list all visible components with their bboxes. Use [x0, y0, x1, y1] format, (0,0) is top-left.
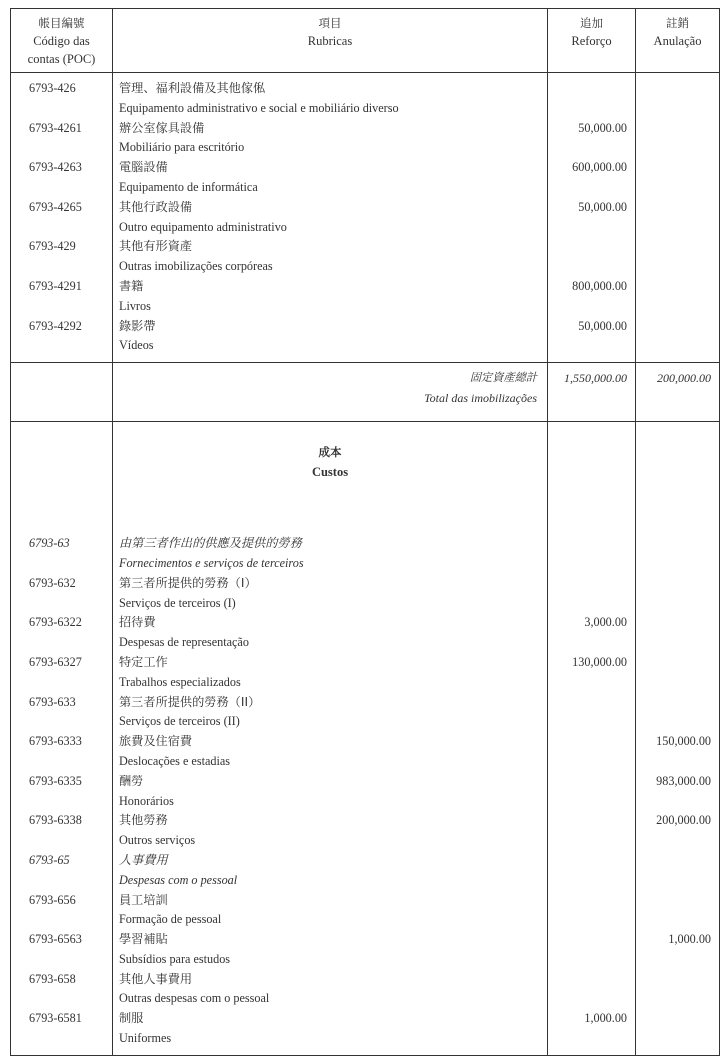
- rubric: 員工培訓: [113, 891, 548, 911]
- header-account-code-pt-line1: Código das: [33, 34, 90, 48]
- table-row: [11, 297, 720, 317]
- reforco-value: [548, 1029, 636, 1049]
- rubric: 書籍: [113, 277, 548, 297]
- table-row: [11, 752, 720, 772]
- rubric: Outros serviços: [113, 831, 548, 851]
- reforco-value: 1,000.00: [548, 1009, 636, 1029]
- account-code: 6793-4291: [11, 277, 113, 297]
- anulacao-value: [636, 158, 720, 178]
- rubric: Vídeos: [113, 336, 548, 356]
- anulacao-value: [636, 277, 720, 297]
- rubric: Mobiliário para escritório: [113, 138, 548, 158]
- anulacao-value: [636, 693, 720, 713]
- rubric: Serviços de terceiros (II): [113, 712, 548, 732]
- section-costs-title: [11, 422, 720, 535]
- reforco-value: [548, 554, 636, 574]
- reforco-value: 600,000.00: [548, 158, 636, 178]
- rubric: 招待費: [113, 613, 548, 633]
- total-label: [113, 363, 548, 422]
- anulacao-value: [636, 831, 720, 851]
- table-row: [11, 257, 720, 277]
- table-row: [11, 1009, 720, 1029]
- total-label-cn: 固定資產總計: [469, 371, 537, 385]
- anulacao-value: 983,000.00: [636, 772, 720, 792]
- account-code: [11, 871, 113, 891]
- table-row: [11, 792, 720, 812]
- anulacao-value: [636, 99, 720, 119]
- table-row: [11, 336, 720, 356]
- table-row: [11, 277, 720, 297]
- anulacao-value: [636, 534, 720, 554]
- table-row: [11, 653, 720, 673]
- reforco-value: [548, 257, 636, 277]
- account-code: 6793-4261: [11, 119, 113, 139]
- reforco-value: [548, 693, 636, 713]
- reforco-value: [548, 534, 636, 554]
- reforco-value: [548, 792, 636, 812]
- table-row: [11, 554, 720, 574]
- rubric: 其他勞務: [113, 811, 548, 831]
- anulacao-value: [636, 613, 720, 633]
- header-account-code: [11, 9, 113, 73]
- table-row: [11, 99, 720, 119]
- reforco-value: [548, 930, 636, 950]
- account-code: 6793-429: [11, 237, 113, 257]
- anulacao-value: [636, 138, 720, 158]
- table-row: [11, 673, 720, 693]
- reforco-value: [548, 574, 636, 594]
- table-row: [11, 534, 720, 554]
- table-row: [11, 772, 720, 792]
- rubric: 學習補貼: [113, 930, 548, 950]
- reforco-value: [548, 811, 636, 831]
- header-anulacao: [636, 9, 720, 73]
- anulacao-value: [636, 633, 720, 653]
- rubric: Fornecimentos e serviços de terceiros: [113, 554, 548, 574]
- rubric: Formação de pessoal: [113, 910, 548, 930]
- reforco-value: [548, 218, 636, 238]
- table-row: [11, 158, 720, 178]
- account-code: [11, 712, 113, 732]
- reforco-value: 50,000.00: [548, 317, 636, 337]
- anulacao-value: [636, 752, 720, 772]
- anulacao-value: [636, 910, 720, 930]
- reforco-value: [548, 910, 636, 930]
- rubric: 第三者所提供的勞務（II）: [113, 693, 548, 713]
- rubric: 管理、福利設備及其他傢俬: [113, 79, 548, 99]
- account-code: 6793-6581: [11, 1009, 113, 1029]
- account-code: 6793-4265: [11, 198, 113, 218]
- anulacao-value: [636, 970, 720, 990]
- total-section: [11, 356, 720, 422]
- rubric: 其他人事費用: [113, 970, 548, 990]
- total-reforco: 1,550,000.00: [548, 363, 636, 422]
- table-row: [11, 811, 720, 831]
- account-code: [11, 1029, 113, 1049]
- table-row: [11, 732, 720, 752]
- reforco-value: [548, 178, 636, 198]
- anulacao-value: [636, 871, 720, 891]
- anulacao-value: [636, 79, 720, 99]
- rubric: 錄影帶: [113, 317, 548, 337]
- table-row: [11, 218, 720, 238]
- account-code: 6793-632: [11, 574, 113, 594]
- anulacao-value: [636, 851, 720, 871]
- rubric: 其他有形資產: [113, 237, 548, 257]
- rubric: 酬勞: [113, 772, 548, 792]
- account-code: 6793-658: [11, 970, 113, 990]
- table-row: [11, 1029, 720, 1049]
- account-code: 6793-4263: [11, 158, 113, 178]
- account-code: [11, 218, 113, 238]
- reforco-value: 50,000.00: [548, 119, 636, 139]
- anulacao-value: [636, 574, 720, 594]
- section-title-pt: Custos: [311, 465, 349, 480]
- rubric: Outras imobilizações corpóreas: [113, 257, 548, 277]
- total-label-pt: Total das imobilizações: [424, 391, 537, 406]
- reforco-value: 130,000.00: [548, 653, 636, 673]
- table-row: [11, 198, 720, 218]
- reforco-value: [548, 594, 636, 614]
- header-reforco-cn: 追加: [580, 16, 603, 30]
- reforco-value: [548, 633, 636, 653]
- anulacao-value: [636, 198, 720, 218]
- anulacao-value: 1,000.00: [636, 930, 720, 950]
- rubric: Despesas de representação: [113, 633, 548, 653]
- rubric: Equipamento administrativo e social e mobiliário diverso: [113, 99, 548, 119]
- account-code: [11, 554, 113, 574]
- rubric: Despesas com o pessoal: [113, 871, 548, 891]
- account-code: 6793-6333: [11, 732, 113, 752]
- account-code: [11, 792, 113, 812]
- rubric: 制服: [113, 1009, 548, 1029]
- anulacao-value: [636, 317, 720, 337]
- table-row: [11, 317, 720, 337]
- anulacao-value: [636, 1029, 720, 1049]
- anulacao-value: [636, 792, 720, 812]
- account-code: 6793-63: [11, 534, 113, 554]
- reforco-value: [548, 673, 636, 693]
- table-row: [11, 910, 720, 930]
- reforco-value: [548, 336, 636, 356]
- reforco-value: [548, 950, 636, 970]
- total-code-cell: [11, 363, 113, 422]
- reforco-value: [548, 831, 636, 851]
- table-row: [11, 574, 720, 594]
- rubric: Outro equipamento administrativo: [113, 218, 548, 238]
- anulacao-value: [636, 119, 720, 139]
- reforco-value: [548, 712, 636, 732]
- rubric: 電腦設備: [113, 158, 548, 178]
- account-code: [11, 297, 113, 317]
- budget-table: [10, 8, 720, 1056]
- account-code: [11, 178, 113, 198]
- table-row: [11, 178, 720, 198]
- total-row: [11, 363, 720, 422]
- anulacao-value: [636, 712, 720, 732]
- anulacao-value: [636, 673, 720, 693]
- rubric: Outras despesas com o pessoal: [113, 989, 548, 1009]
- account-code: 6793-426: [11, 79, 113, 99]
- table-row: [11, 970, 720, 990]
- table-row: [11, 633, 720, 653]
- table-row: [11, 712, 720, 732]
- table-row: [11, 79, 720, 99]
- table-row: [11, 693, 720, 713]
- table-row: [11, 871, 720, 891]
- reforco-value: [548, 732, 636, 752]
- account-code: 6793-6335: [11, 772, 113, 792]
- account-code: 6793-656: [11, 891, 113, 911]
- anulacao-value: [636, 178, 720, 198]
- account-code: 6793-4292: [11, 317, 113, 337]
- rubric: 旅費及住宿費: [113, 732, 548, 752]
- rubric: 辦公室傢具設備: [113, 119, 548, 139]
- header-account-code-pt-line2: contas (POC): [27, 52, 96, 66]
- account-code: 6793-6338: [11, 811, 113, 831]
- anulacao-value: 200,000.00: [636, 811, 720, 831]
- rubric: 人事費用: [113, 851, 548, 871]
- reforco-value: [548, 851, 636, 871]
- header-reforco-pt: Reforço: [571, 34, 612, 48]
- table-row: [11, 950, 720, 970]
- anulacao-value: [636, 257, 720, 277]
- account-code: [11, 673, 113, 693]
- table-row: [11, 851, 720, 871]
- account-code: [11, 910, 113, 930]
- anulacao-value: [636, 336, 720, 356]
- reforco-value: [548, 772, 636, 792]
- rubric: Subsídios para estudos: [113, 950, 548, 970]
- anulacao-value: [636, 653, 720, 673]
- table-row: [11, 613, 720, 633]
- anulacao-value: [636, 989, 720, 1009]
- anulacao-value: [636, 297, 720, 317]
- rubric: Equipamento de informática: [113, 178, 548, 198]
- table-row: [11, 237, 720, 257]
- header-anulacao-pt: Anulação: [653, 34, 702, 48]
- rubric: Serviços de terceiros (I): [113, 594, 548, 614]
- account-code: 6793-6563: [11, 930, 113, 950]
- reforco-value: [548, 752, 636, 772]
- account-code: [11, 831, 113, 851]
- total-anulacao: 200,000.00: [636, 363, 720, 422]
- header-rubric-pt: Rubricas: [307, 34, 353, 48]
- table-row: [11, 119, 720, 139]
- account-code: 6793-633: [11, 693, 113, 713]
- table-row: [11, 930, 720, 950]
- rubric: 其他行政設備: [113, 198, 548, 218]
- account-code: [11, 950, 113, 970]
- reforco-value: [548, 79, 636, 99]
- reforco-value: 800,000.00: [548, 277, 636, 297]
- rubric: Deslocações e estadias: [113, 752, 548, 772]
- header-reforco: [548, 9, 636, 73]
- anulacao-value: [636, 237, 720, 257]
- rubric: 特定工作: [113, 653, 548, 673]
- table-row: [11, 891, 720, 911]
- account-code: [11, 138, 113, 158]
- reforco-value: [548, 138, 636, 158]
- account-code: [11, 99, 113, 119]
- reforco-value: 3,000.00: [548, 613, 636, 633]
- header-rubric: [113, 9, 548, 73]
- anulacao-value: [636, 218, 720, 238]
- table-row: [11, 594, 720, 614]
- rubric: Honorários: [113, 792, 548, 812]
- rubric: Trabalhos especializados: [113, 673, 548, 693]
- account-code: [11, 336, 113, 356]
- header-account-code-cn: 帳目編號: [38, 16, 85, 30]
- section-title-cn: 成本: [318, 445, 342, 460]
- account-code: [11, 633, 113, 653]
- rubric: 第三者所提供的勞務（I）: [113, 574, 548, 594]
- header-rubric-cn: 項目: [318, 16, 342, 30]
- rubric: 由第三者作出的供應及提供的勞務: [113, 534, 548, 554]
- anulacao-value: [636, 1009, 720, 1029]
- anulacao-value: [636, 950, 720, 970]
- anulacao-value: [636, 594, 720, 614]
- table-header: [11, 9, 720, 73]
- account-code: [11, 257, 113, 277]
- account-code: [11, 594, 113, 614]
- anulacao-value: [636, 554, 720, 574]
- anulacao-value: 150,000.00: [636, 732, 720, 752]
- account-code: 6793-6327: [11, 653, 113, 673]
- reforco-value: [548, 871, 636, 891]
- reforco-value: [548, 99, 636, 119]
- section-costs: [11, 534, 720, 1049]
- reforco-value: [548, 891, 636, 911]
- section-fixed-assets: [11, 73, 720, 357]
- table-row: [11, 989, 720, 1009]
- rubric: Livros: [113, 297, 548, 317]
- account-code: 6793-65: [11, 851, 113, 871]
- reforco-value: [548, 297, 636, 317]
- anulacao-value: [636, 891, 720, 911]
- account-code: [11, 752, 113, 772]
- account-code: 6793-6322: [11, 613, 113, 633]
- reforco-value: 50,000.00: [548, 198, 636, 218]
- reforco-value: [548, 970, 636, 990]
- header-anulacao-cn: 註銷: [666, 16, 689, 30]
- table-row: [11, 831, 720, 851]
- account-code: [11, 989, 113, 1009]
- reforco-value: [548, 989, 636, 1009]
- rubric: Uniformes: [113, 1029, 548, 1049]
- table-row: [11, 138, 720, 158]
- reforco-value: [548, 237, 636, 257]
